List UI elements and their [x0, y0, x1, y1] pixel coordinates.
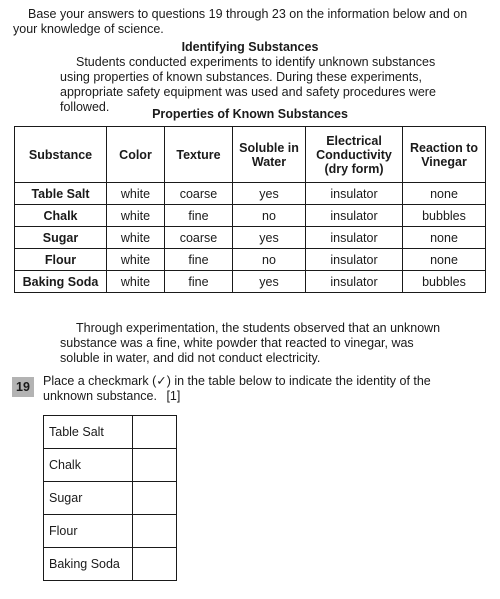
cell-substance: Flour: [15, 249, 107, 271]
option-label: Flour: [44, 515, 133, 548]
cell-conductivity: insulator: [306, 271, 403, 293]
cell-color: white: [107, 249, 165, 271]
cell-color: white: [107, 271, 165, 293]
cell-substance: Sugar: [15, 227, 107, 249]
cell-vinegar: bubbles: [403, 271, 486, 293]
cell-soluble: yes: [233, 183, 306, 205]
table-title: Properties of Known Substances: [152, 107, 348, 121]
cell-color: white: [107, 227, 165, 249]
cell-texture: fine: [165, 249, 233, 271]
question-points: [1]: [166, 389, 181, 403]
cell-substance: Table Salt: [15, 183, 107, 205]
cell-color: white: [107, 183, 165, 205]
cell-conductivity: insulator: [306, 227, 403, 249]
checkmark-box-baking-soda[interactable]: [133, 548, 177, 581]
observation-text: Through experimentation, the students observed that an unknown substance was a fine, white powder that reacted to vinegar, was soluble in water, and did not conduct electricity.: [60, 321, 441, 365]
cell-soluble: yes: [233, 227, 306, 249]
checkmark-box-sugar[interactable]: [133, 482, 177, 515]
table-row: [15, 249, 486, 271]
cell-vinegar: bubbles: [403, 205, 486, 227]
question-number: 19: [12, 377, 34, 397]
section-title: Identifying Substances: [181, 40, 319, 54]
question-prompt: [43, 374, 483, 404]
option-label: Table Salt: [44, 416, 133, 449]
cell-substance: Baking Soda: [15, 271, 107, 293]
cell-color: white: [107, 205, 165, 227]
cell-soluble: no: [233, 205, 306, 227]
cell-vinegar: none: [403, 227, 486, 249]
table-row: [15, 183, 486, 205]
description-text: Students conducted experiments to identify unknown substances using properties of known substances. During these experiments, appropriate safety equipment was used and safety procedures were followed.: [60, 55, 436, 114]
answer-row: [44, 482, 177, 515]
table-row: [15, 205, 486, 227]
option-label: Sugar: [44, 482, 133, 515]
answer-row: [44, 449, 177, 482]
answer-table: [43, 415, 177, 581]
answer-row: [44, 515, 177, 548]
cell-conductivity: insulator: [306, 205, 403, 227]
checkmark-box-table-salt[interactable]: [133, 416, 177, 449]
option-label: Chalk: [44, 449, 133, 482]
cell-soluble: yes: [233, 271, 306, 293]
table-header-row: [15, 127, 486, 183]
header-substance: Substance: [15, 127, 107, 183]
cell-texture: fine: [165, 205, 233, 227]
properties-table: [14, 126, 486, 293]
cell-vinegar: none: [403, 183, 486, 205]
cell-texture: coarse: [165, 183, 233, 205]
option-label: Baking Soda: [44, 548, 133, 581]
cell-conductivity: insulator: [306, 249, 403, 271]
header-color: Color: [107, 127, 165, 183]
cell-soluble: no: [233, 249, 306, 271]
cell-vinegar: none: [403, 249, 486, 271]
header-conductivity: Electrical Conductivity (dry form): [306, 127, 403, 183]
answer-row: [44, 548, 177, 581]
header-texture: Texture: [165, 127, 233, 183]
answer-row: [44, 416, 177, 449]
checkmark-box-flour[interactable]: [133, 515, 177, 548]
header-vinegar: Reaction to Vinegar: [403, 127, 486, 183]
table-row: [15, 271, 486, 293]
intro-text: Base your answers to questions 19 through 23 on the information below and on your knowledge of science.: [13, 7, 468, 36]
checkmark-box-chalk[interactable]: [133, 449, 177, 482]
cell-conductivity: insulator: [306, 183, 403, 205]
cell-texture: coarse: [165, 227, 233, 249]
table-row: [15, 227, 486, 249]
question-text: Place a checkmark (✓) in the table below to indicate the identity of the unknown substance.: [43, 374, 431, 403]
cell-substance: Chalk: [15, 205, 107, 227]
header-soluble: Soluble in Water: [233, 127, 306, 183]
cell-texture: fine: [165, 271, 233, 293]
